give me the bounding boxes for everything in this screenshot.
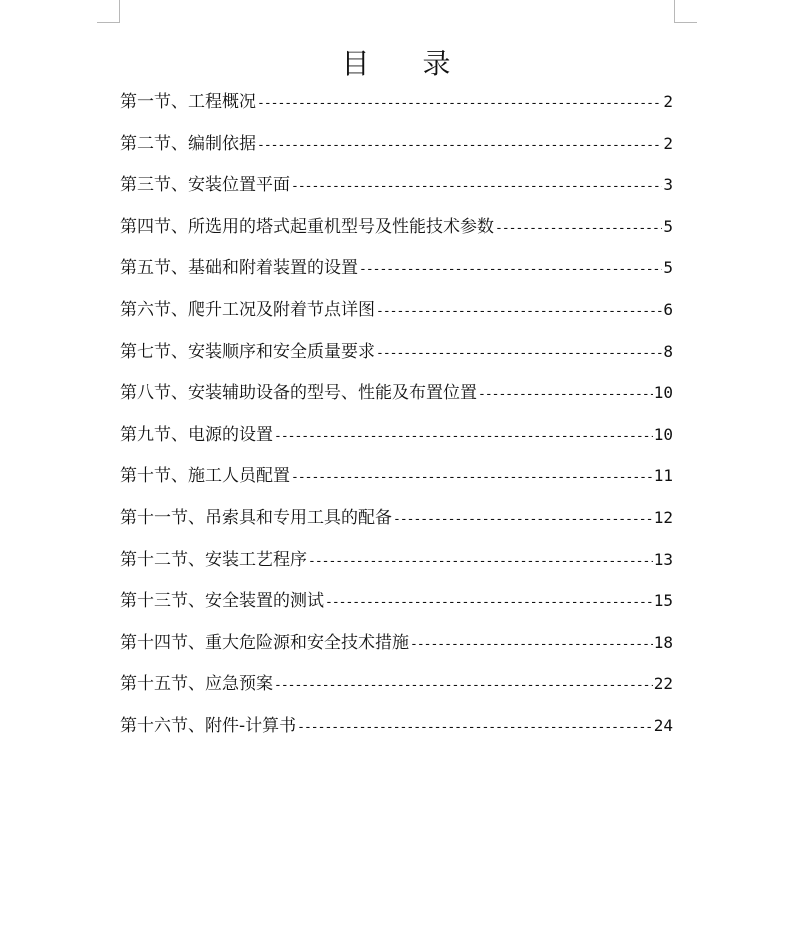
toc-page-number: 6: [663, 299, 673, 319]
toc-entry[interactable]: [120, 254, 673, 296]
toc-dot-leader: [257, 90, 662, 118]
page-title: 目 录: [341, 47, 473, 80]
toc-entry-label: 第十五节、应急预案: [120, 674, 273, 695]
toc-entry-label: 第九节、电源的设置: [120, 424, 273, 445]
toc-page-number: 8: [663, 341, 673, 361]
toc-entry[interactable]: [120, 712, 673, 754]
toc-page-number: 13: [653, 549, 673, 569]
toc-page-number: 10: [653, 383, 673, 403]
toc-entry-label: 第十二节、安装工艺程序: [120, 549, 307, 570]
toc-entry[interactable]: [120, 296, 673, 338]
toc-dot-leader: [291, 173, 662, 201]
toc-page-number: 15: [653, 591, 673, 611]
toc-entry-label: 第十一节、吊索具和专用工具的配备: [120, 507, 392, 528]
toc-entry[interactable]: [120, 587, 673, 629]
toc-entry[interactable]: [120, 88, 673, 130]
toc-page-number: 5: [663, 216, 673, 236]
toc-dot-leader: [257, 132, 662, 160]
toc-entry[interactable]: [120, 504, 673, 546]
table-of-contents: [120, 88, 673, 754]
toc-page-number: 24: [653, 715, 673, 735]
toc-dot-leader: [376, 298, 662, 326]
toc-entry-label: 第八节、安装辅助设备的型号、性能及布置位置: [120, 383, 477, 404]
toc-page-number: 18: [653, 632, 673, 652]
toc-entry-label: 第十节、施工人员配置: [120, 466, 290, 487]
toc-dot-leader: [297, 714, 653, 742]
toc-page-number: 3: [663, 175, 673, 195]
toc-page-number: 10: [653, 424, 673, 444]
toc-dot-leader: [325, 589, 653, 617]
toc-entry-label: 第二节、编制依据: [120, 133, 256, 154]
toc-dot-leader: [495, 215, 662, 243]
toc-dot-leader: [478, 381, 653, 409]
toc-entry[interactable]: [120, 546, 673, 588]
toc-entry-label: 第十三节、安全装置的测试: [120, 591, 324, 612]
page-corner-mark-left: [97, 0, 120, 23]
toc-dot-leader: [376, 340, 662, 368]
toc-page-number: 22: [653, 674, 673, 694]
toc-page-number: 11: [653, 466, 673, 486]
toc-dot-leader: [308, 548, 653, 576]
toc-page-number: 5: [663, 258, 673, 278]
toc-page-number: 12: [653, 507, 673, 527]
toc-entry-label: 第七节、安装顺序和安全质量要求: [120, 341, 375, 362]
toc-entry[interactable]: [120, 462, 673, 504]
toc-entry-label: 第四节、所选用的塔式起重机型号及性能技术参数: [120, 216, 494, 237]
toc-entry[interactable]: [120, 213, 673, 255]
toc-entry-label: 第一节、工程概况: [120, 92, 256, 112]
toc-dot-leader: [291, 464, 653, 492]
toc-entry[interactable]: [120, 130, 673, 172]
toc-entry[interactable]: [120, 629, 673, 671]
toc-page-number: 2: [663, 133, 673, 153]
toc-entry[interactable]: [120, 171, 673, 213]
toc-entry-label: 第五节、基础和附着装置的设置: [120, 258, 358, 279]
toc-dot-leader: [274, 423, 653, 451]
toc-entry[interactable]: [120, 379, 673, 421]
toc-entry-label: 第三节、安装位置平面: [120, 175, 290, 196]
toc-entry[interactable]: [120, 421, 673, 463]
toc-entry-label: 第十六节、附件-计算书: [120, 715, 297, 736]
toc-entry-label: 第六节、爬升工况及附着节点详图: [120, 299, 375, 320]
toc-entry-label: 第十四节、重大危险源和安全技术措施: [120, 632, 409, 653]
toc-dot-leader: [359, 256, 662, 284]
toc-entry[interactable]: [120, 670, 673, 712]
toc-dot-leader: [393, 506, 653, 534]
toc-page-number: 2: [663, 92, 673, 111]
page-corner-mark-right: [674, 0, 697, 23]
toc-entry[interactable]: [120, 338, 673, 380]
toc-dot-leader: [274, 672, 653, 700]
toc-dot-leader: [410, 631, 653, 659]
